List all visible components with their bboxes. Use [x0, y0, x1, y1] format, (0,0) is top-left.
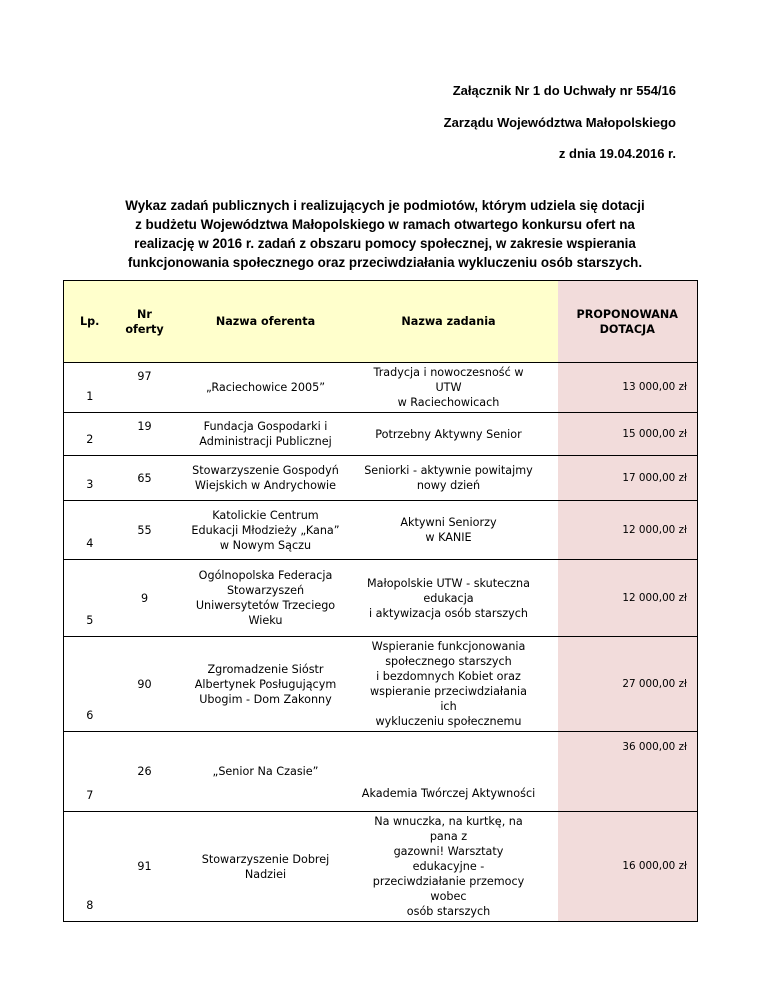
cell-lp: 6 [64, 637, 116, 732]
cell-spacer [540, 363, 558, 413]
cell-zadanie [358, 363, 540, 413]
zadanie-line: Akademia Twórczej Aktywności [361, 787, 536, 800]
cell-zadanie [358, 501, 540, 560]
table-row [64, 812, 698, 922]
cell-spacer [540, 501, 558, 560]
cell-oferent [174, 456, 358, 501]
table-row [64, 637, 698, 732]
cell-nr: 9 [116, 560, 174, 637]
table-row [64, 732, 698, 812]
cell-oferent [174, 732, 358, 812]
table-row [64, 560, 698, 637]
table-row [64, 363, 698, 413]
cell-spacer [540, 732, 558, 812]
zadanie-line: Na wnuczka, na kurtkę, na pana z [374, 815, 523, 843]
oferent-line: w Nowym Sączu [219, 538, 312, 552]
cell-dotacja: 12 000,00 zł [558, 501, 698, 560]
cell-lp: 2 [64, 413, 116, 456]
cell-lp: 3 [64, 456, 116, 501]
table-row [64, 413, 698, 456]
oferent-line: Nadziei [244, 867, 287, 881]
zadanie-line: osób starszych [406, 905, 491, 918]
zadanie-line: Wspieranie funkcjonowania [371, 640, 526, 653]
cell-spacer [540, 560, 558, 637]
cell-dotacja: 16 000,00 zł [558, 812, 698, 922]
header-oferent: Nazwa oferenta [174, 281, 358, 363]
cell-nr: 90 [116, 637, 174, 732]
zadanie-line: Potrzebny Aktywny Senior [375, 427, 522, 441]
table-row [64, 501, 698, 560]
oferent-line: Edukacji Młodzieży „Kana” [191, 523, 340, 537]
oferent-line: Ogólnopolska Federacja [198, 569, 333, 582]
cell-nr: 91 [116, 812, 174, 922]
cell-nr: 97 [116, 363, 174, 413]
title-line: realizację w 2016 r. zadań z obszaru pomocy społecznej, w zakresie wspierania [134, 236, 636, 251]
cell-dotacja: 17 000,00 zł [558, 456, 698, 501]
zadanie-line: wspieranie przeciwdziałania ich [369, 685, 528, 713]
zadanie-line: Małopolskie UTW - skuteczna [367, 576, 530, 590]
cell-dotacja: 12 000,00 zł [558, 560, 698, 637]
cell-spacer [540, 812, 558, 922]
header-dotacja-line2: DOTACJA [599, 322, 655, 336]
cell-zadanie [358, 637, 540, 732]
cell-zadanie [358, 413, 540, 456]
oferent-line: Administracji Publicznej [199, 435, 332, 448]
oferent-line: Wiejskich w Andrychowie [194, 479, 337, 492]
grants-table [63, 280, 698, 922]
resolution-date: z dnia 19.04.2016 r. [558, 146, 676, 161]
zadanie-line: społecznego starszych [385, 655, 512, 668]
header-lp: Lp. [64, 281, 116, 363]
cell-lp: 1 [64, 363, 116, 413]
title-line: Wykaz zadań publicznych i realizujących je podmiotów, którym udziela się dotacji [125, 198, 645, 213]
cell-nr: 55 [116, 501, 174, 560]
zadanie-line: edukacja [423, 591, 474, 605]
zadanie-line: w Raciechowicach [397, 396, 500, 409]
attachment-label: Załącznik Nr 1 do Uchwały nr 554/16 [452, 83, 676, 98]
oferent-line: Wieku [248, 614, 283, 627]
cell-oferent [174, 812, 358, 922]
header-nr-line1: Nr [137, 307, 152, 321]
cell-zadanie [358, 560, 540, 637]
header-zadanie: Nazwa zadania [358, 281, 540, 363]
oferent-line: Ubogim - Dom Zakonny [199, 692, 332, 706]
oferent-line: Zgromadzenie Sióstr [207, 662, 324, 676]
oferent-line: Stowarzyszenie Dobrej [201, 852, 330, 866]
cell-nr: 26 [116, 732, 174, 812]
zadanie-line: nowy dzień [416, 479, 481, 492]
header-dotacja [558, 281, 698, 363]
title-line: z budżetu Województwa Małopolskiego w ramach otwartego konkursu ofert na [135, 217, 635, 232]
cell-lp: 5 [64, 560, 116, 637]
cell-spacer [540, 413, 558, 456]
cell-nr: 65 [116, 456, 174, 501]
cell-dotacja: 15 000,00 zł [558, 413, 698, 456]
header-nr [116, 281, 174, 363]
oferent-line: Stowarzyszenie Gospodyń [192, 464, 339, 477]
cell-zadanie [358, 732, 540, 812]
cell-spacer [540, 637, 558, 732]
zadanie-line: wykluczeniu społecznemu [375, 715, 522, 728]
zadanie-line: gazowni! Warsztaty edukacyjne - [393, 845, 504, 873]
cell-spacer [540, 456, 558, 501]
zadanie-line: Seniorki - aktywnie powitajmy [364, 464, 533, 477]
oferent-line: Stowarzyszeń [226, 584, 305, 597]
document-title [95, 196, 675, 272]
zadanie-line: i aktywizacja osób starszych [368, 606, 529, 620]
oferent-line: Albertynek Posługującym [194, 677, 337, 691]
cell-oferent [174, 637, 358, 732]
title-line: funkcjonowania społecznego oraz przeciwdziałania wykluczeniu osób starszych. [127, 255, 643, 270]
cell-zadanie [358, 812, 540, 922]
zadanie-line: przeciwdziałanie przemocy wobec [372, 875, 525, 903]
cell-lp: 8 [64, 812, 116, 922]
zadanie-line: Tradycja i nowoczesność w UTW [373, 366, 524, 394]
header-dotacja-line1: PROPONOWANA [576, 307, 678, 321]
oferent-line: Katolickie Centrum [212, 508, 319, 522]
cell-oferent [174, 413, 358, 456]
zadanie-line: i bezdomnych Kobiet oraz [376, 670, 521, 683]
cell-oferent [174, 560, 358, 637]
oferent-line: Fundacja Gospodarki i [203, 420, 328, 433]
cell-lp: 4 [64, 501, 116, 560]
zadanie-line: Aktywni Seniorzy [400, 516, 497, 529]
cell-dotacja: 36 000,00 zł [558, 732, 698, 812]
zadanie-line: w KANIE [425, 531, 472, 544]
cell-oferent [174, 501, 358, 560]
board-name: Zarządu Województwa Małopolskiego [443, 115, 676, 130]
table-row [64, 456, 698, 501]
cell-oferent [174, 363, 358, 413]
oferent-line: „Raciechowice 2005” [205, 381, 326, 394]
cell-zadanie [358, 456, 540, 501]
oferent-line: Uniwersytetów Trzeciego [195, 599, 336, 612]
cell-dotacja: 27 000,00 zł [558, 637, 698, 732]
cell-dotacja: 13 000,00 zł [558, 363, 698, 413]
header-spacer [540, 281, 558, 363]
header-nr-line2: oferty [125, 322, 164, 336]
table-header-row [64, 281, 698, 363]
oferent-line: „Senior Na Czasie” [212, 765, 319, 778]
cell-nr: 19 [116, 413, 174, 456]
cell-lp: 7 [64, 732, 116, 812]
